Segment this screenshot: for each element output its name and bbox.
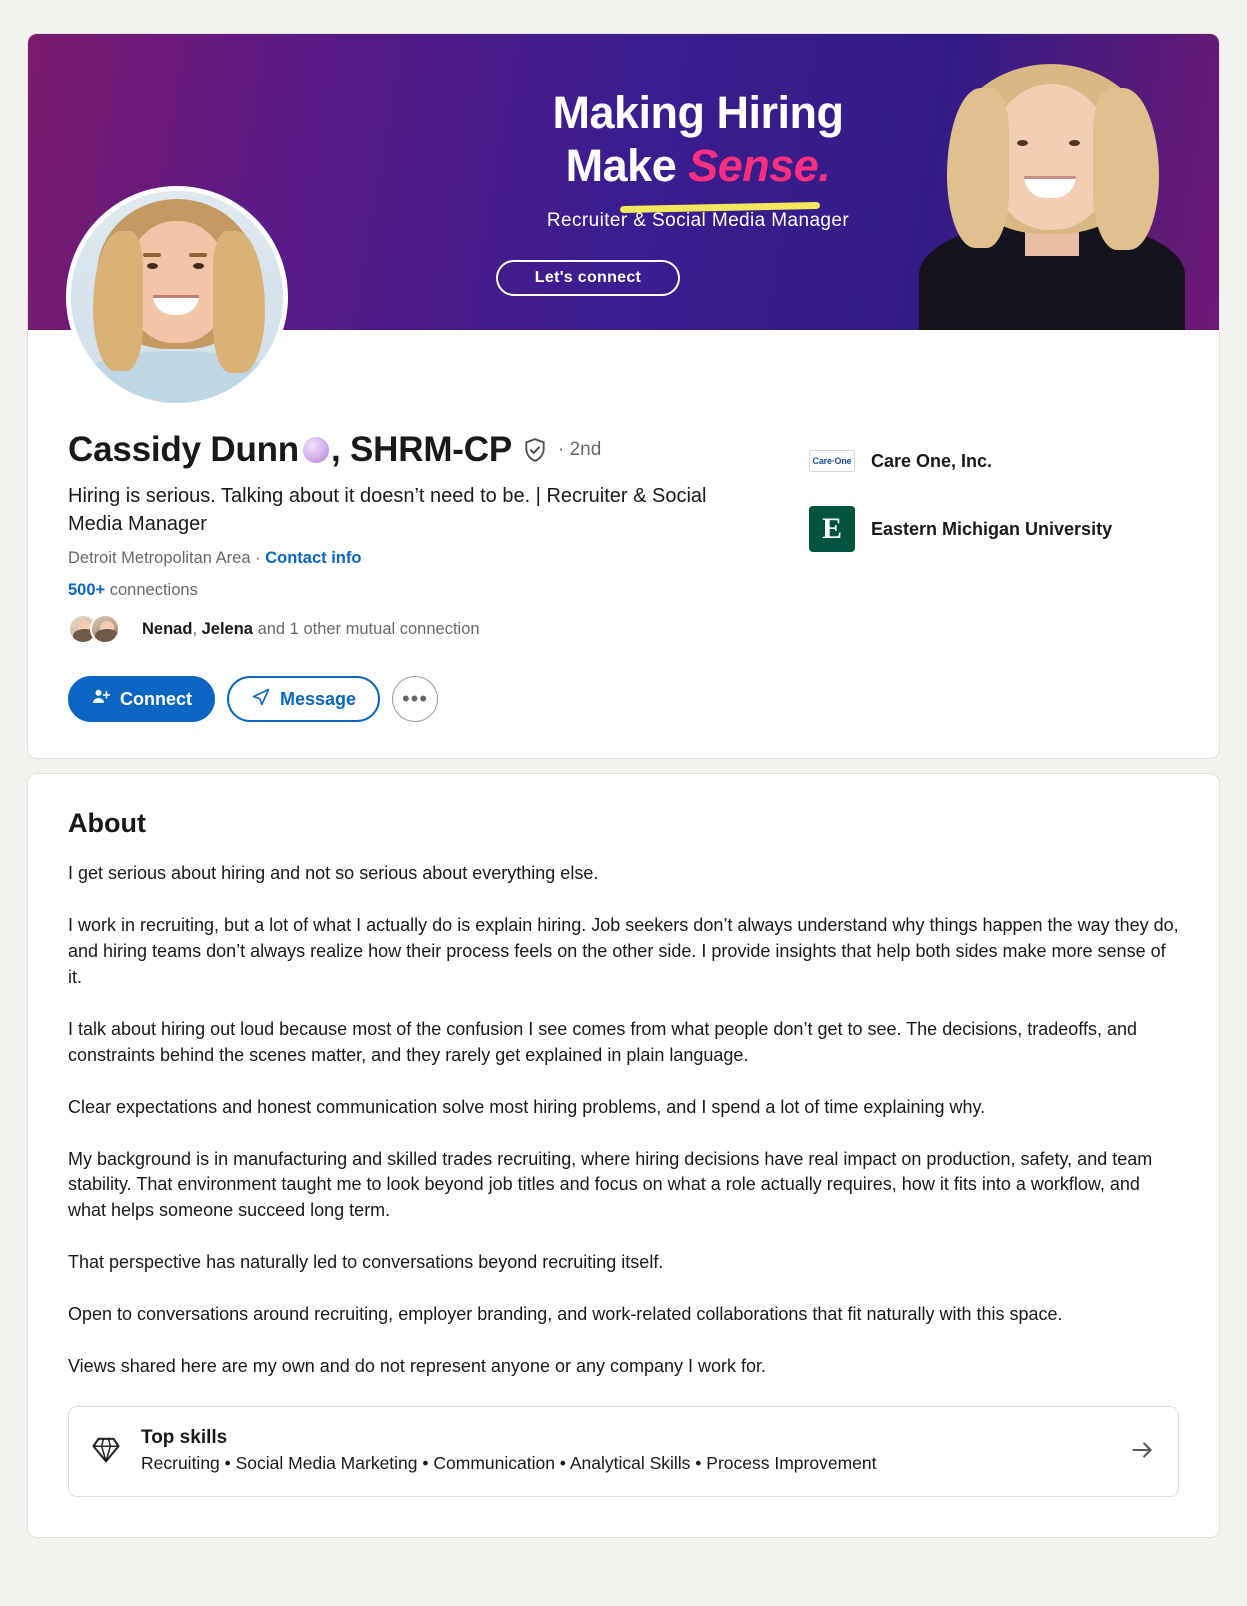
verified-shield-icon[interactable] xyxy=(522,436,548,464)
banner-portrait xyxy=(907,54,1197,330)
identity-main xyxy=(68,430,788,644)
connect-button[interactable] xyxy=(68,676,215,722)
mutual-connections-row[interactable] xyxy=(68,614,788,644)
page-title: Cassidy Dunn xyxy=(68,430,299,469)
more-actions-button[interactable]: ••• xyxy=(392,676,438,722)
mutual-name-1: Nenad xyxy=(142,619,193,638)
banner-headline-accent: Sense. xyxy=(688,140,831,192)
about-paragraph: I get serious about hiring and not so serious about everything else. xyxy=(68,863,599,884)
mutual-remainder-text: and 1 other mutual connection xyxy=(252,619,480,638)
diamond-icon xyxy=(91,1435,121,1465)
mutual-name-2: Jelena xyxy=(201,619,253,638)
school-logo-icon: E xyxy=(809,506,855,552)
about-paragraph: Views shared here are my own and do not represent anyone or any company I work for. xyxy=(68,1356,767,1377)
mutual-avatar-2 xyxy=(90,614,120,644)
banner-subtitle: Recruiter & Social Media Manager xyxy=(546,210,850,231)
avatar[interactable] xyxy=(66,186,288,408)
banner-portrait-hair-left xyxy=(947,88,1009,248)
avatar-hair-left xyxy=(93,231,143,371)
about-paragraph: That perspective has naturally led to conversations beyond recruiting itself. xyxy=(68,1252,664,1273)
profile-actions xyxy=(28,644,1219,758)
avatar-eye-right xyxy=(193,263,204,269)
organizations-panel xyxy=(809,430,1179,644)
mutual-avatars xyxy=(68,614,130,644)
connections-count: 500+ xyxy=(68,581,106,600)
contact-info-link[interactable]: Contact info xyxy=(265,549,362,568)
about-card xyxy=(27,773,1220,1538)
about-title: About xyxy=(68,808,146,839)
connections-label: connections xyxy=(105,581,198,600)
company-logo-icon xyxy=(809,438,855,484)
mutual-connections-text xyxy=(142,620,480,639)
message-button-label: Message xyxy=(280,688,357,709)
avatar-brow-left xyxy=(143,253,161,257)
connections-count-row[interactable] xyxy=(68,581,788,600)
about-paragraph: Open to conversations around recruiting, employer branding, and work-related collaborations that fit naturally with this space. xyxy=(68,1304,1063,1325)
top-skills-box[interactable] xyxy=(68,1406,1179,1497)
top-skills-list: Recruiting • Social Media Marketing • Communication • Analytical Skills • Process Improvement xyxy=(141,1452,877,1473)
organization-name-company: Care One, Inc. xyxy=(871,450,993,471)
about-paragraph: My background is in manufacturing and skilled trades recruiting, where hiring decisions have real impact on production, safety, and team stability. That environment taught me to look beyond job titles and focus on what a role actually requires, how it fits into a workflow, and what helps someone succeed long term. xyxy=(68,1148,1153,1221)
banner-headline-line2 xyxy=(566,139,831,192)
openwork-badge-icon xyxy=(303,437,329,463)
company-logo-text: Care·One xyxy=(809,450,855,472)
location-text: Detroit Metropolitan Area xyxy=(68,549,251,568)
mutual-name-separator: , xyxy=(192,619,202,638)
connect-button-label: Connect xyxy=(120,688,192,709)
banner-headline-line2-prefix: Make xyxy=(565,140,689,192)
banner-headline-line1: Making Hiring xyxy=(552,87,844,138)
location-separator: · xyxy=(255,549,261,568)
banner-portrait-eye-right xyxy=(1069,140,1080,146)
about-section xyxy=(28,774,1219,1537)
name-row xyxy=(68,430,788,470)
send-icon xyxy=(251,687,271,712)
organization-education[interactable] xyxy=(809,506,1179,552)
name-suffix: , SHRM-CP xyxy=(330,430,512,469)
location-row xyxy=(68,549,788,568)
banner-portrait-hair-right xyxy=(1093,88,1159,250)
profile-headline: Hiring is serious. Talking about it doesn’t need to be. | Recruiter & Social Media Manager xyxy=(68,485,707,535)
avatar-eye-left xyxy=(147,263,158,269)
top-skills-title: Top skills xyxy=(141,1426,228,1448)
about-paragraph: I talk about hiring out loud because most of the confusion I see comes from what people don’t get to see. The decisions, tradeoffs, and constraints behind the scenes matter, and they rarely get explained in plain language. xyxy=(68,1018,1137,1065)
organization-name-school: Eastern Michigan University xyxy=(871,518,1113,539)
about-paragraph: Clear expectations and honest communication solve most hiring problems, and I spend a lot of time explaining why. xyxy=(68,1096,986,1117)
message-button[interactable] xyxy=(227,676,380,722)
avatar-brow-right xyxy=(189,253,207,257)
banner-portrait-eye-left xyxy=(1017,140,1028,146)
person-add-icon xyxy=(91,687,111,712)
banner-headline xyxy=(468,86,928,192)
banner-cta-button[interactable]: Let's connect xyxy=(496,260,680,296)
profile-card xyxy=(27,33,1220,759)
top-skills-body xyxy=(141,1427,1108,1474)
connection-degree: · 2nd xyxy=(557,439,602,460)
about-paragraph: I work in recruiting, but a lot of what I actually do is explain hiring. Job seekers don’t always understand why things happen the way they do, and hiring teams don’t always realize how their process feels on the other side. I provide insights that help both sides make more sense of it. xyxy=(68,915,1179,987)
organization-current[interactable] xyxy=(809,438,1179,484)
arrow-right-icon[interactable] xyxy=(1128,1436,1156,1464)
